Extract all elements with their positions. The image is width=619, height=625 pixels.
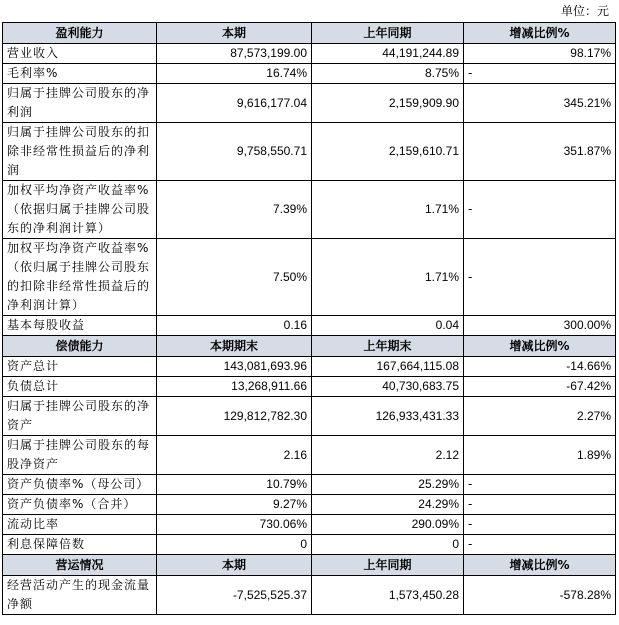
- section-header-operations: [3, 555, 616, 576]
- header-cell: 本期期末: [157, 336, 312, 357]
- change-value: 2.27%: [464, 397, 616, 436]
- section-header-solvency: [3, 336, 616, 357]
- current-value: 16.74%: [157, 64, 312, 84]
- current-value: 7.39%: [157, 181, 312, 239]
- prior-value: 290.09%: [312, 515, 464, 535]
- change-value: 1.89%: [464, 436, 616, 475]
- prior-value: 0.04: [312, 316, 464, 336]
- header-cell: 营运情况: [3, 555, 157, 576]
- header-cell: 本期: [157, 555, 312, 576]
- row-label: 归属于挂牌公司股东的每股净资产: [3, 436, 157, 475]
- header-cell: 本期: [157, 23, 312, 44]
- row-label: 归属于挂牌公司股东的净利润: [3, 84, 157, 123]
- header-cell: 增减比例%: [464, 336, 616, 357]
- row-label: 资产总计: [3, 357, 157, 377]
- table-row: [3, 515, 616, 535]
- prior-value: 44,191,244.89: [312, 44, 464, 64]
- change-value: 300.00%: [464, 316, 616, 336]
- prior-value: 2.12: [312, 436, 464, 475]
- table-row: [3, 576, 616, 615]
- table-row: [3, 239, 616, 316]
- change-value: -: [464, 495, 616, 515]
- row-label: 负债总计: [3, 377, 157, 397]
- current-value: 0: [157, 535, 312, 555]
- row-label: 经营活动产生的现金流量净额: [3, 576, 157, 615]
- header-cell: 上年同期: [312, 23, 464, 44]
- header-cell: 上年期末: [312, 336, 464, 357]
- unit-label: 单位：元: [560, 4, 609, 18]
- prior-value: 167,664,115.08: [312, 357, 464, 377]
- row-label: 基本每股收益: [3, 316, 157, 336]
- current-value: 2.16: [157, 436, 312, 475]
- row-label: 营业收入: [3, 44, 157, 64]
- prior-value: 1,573,450.28: [312, 576, 464, 615]
- header-cell: 偿债能力: [3, 336, 157, 357]
- table-row: [3, 64, 616, 84]
- change-value: -: [464, 64, 616, 84]
- table-row: [3, 123, 616, 181]
- table-row: [3, 181, 616, 239]
- table-row: [3, 397, 616, 436]
- change-value: 98.17%: [464, 44, 616, 64]
- table-row: [3, 495, 616, 515]
- prior-value: 126,933,431.33: [312, 397, 464, 436]
- change-value: 345.21%: [464, 84, 616, 123]
- table-row: [3, 316, 616, 336]
- table-row: [3, 377, 616, 397]
- row-label: 加权平均净资产收益率%（依归属于挂牌公司股东的扣除非经常性损益后的净利润计算）: [3, 239, 157, 316]
- header-cell: 增减比例%: [464, 23, 616, 44]
- table-row: [3, 535, 616, 555]
- section-header-profitability: [3, 23, 616, 44]
- row-label: 归属于挂牌公司股东的扣除非经常性损益后的净利润: [3, 123, 157, 181]
- current-value: 730.06%: [157, 515, 312, 535]
- current-value: 9,616,177.04: [157, 84, 312, 123]
- prior-value: 25.29%: [312, 475, 464, 495]
- prior-value: 2,159,909.90: [312, 84, 464, 123]
- table-row: [3, 44, 616, 64]
- table-row: [3, 475, 616, 495]
- prior-value: 1.71%: [312, 181, 464, 239]
- row-label: 资产负债率%（合并）: [3, 495, 157, 515]
- change-value: -: [464, 181, 616, 239]
- row-label: 加权平均净资产收益率%（依据归属于挂牌公司股东的净利润计算）: [3, 181, 157, 239]
- prior-value: 24.29%: [312, 495, 464, 515]
- row-label: 利息保障倍数: [3, 535, 157, 555]
- current-value: 7.50%: [157, 239, 312, 316]
- change-value: -: [464, 515, 616, 535]
- row-label: 归属于挂牌公司股东的净资产: [3, 397, 157, 436]
- financial-indicators-table: [2, 22, 616, 615]
- current-value: 87,573,199.00: [157, 44, 312, 64]
- prior-value: 8.75%: [312, 64, 464, 84]
- table-row: [3, 84, 616, 123]
- change-value: -: [464, 535, 616, 555]
- current-value: 9.27%: [157, 495, 312, 515]
- current-value: 0.16: [157, 316, 312, 336]
- row-label: 毛利率%: [3, 64, 157, 84]
- prior-value: 2,159,610.71: [312, 123, 464, 181]
- table-row: [3, 436, 616, 475]
- header-cell: 增减比例%: [464, 555, 616, 576]
- current-value: 9,758,550.71: [157, 123, 312, 181]
- current-value: 10.79%: [157, 475, 312, 495]
- prior-value: 0: [312, 535, 464, 555]
- table-row: [3, 357, 616, 377]
- row-label: 流动比率: [3, 515, 157, 535]
- header-cell: 上年同期: [312, 555, 464, 576]
- change-value: -14.66%: [464, 357, 616, 377]
- current-value: 143,081,693.96: [157, 357, 312, 377]
- current-value: 13,268,911.66: [157, 377, 312, 397]
- change-value: -67.42%: [464, 377, 616, 397]
- current-value: -7,525,525.37: [157, 576, 312, 615]
- header-cell: 盈利能力: [3, 23, 157, 44]
- change-value: 351.87%: [464, 123, 616, 181]
- prior-value: 1.71%: [312, 239, 464, 316]
- current-value: 129,812,782.30: [157, 397, 312, 436]
- change-value: -: [464, 475, 616, 495]
- change-value: -578.28%: [464, 576, 616, 615]
- change-value: -: [464, 239, 616, 316]
- row-label: 资产负债率%（母公司）: [3, 475, 157, 495]
- prior-value: 40,730,683.75: [312, 377, 464, 397]
